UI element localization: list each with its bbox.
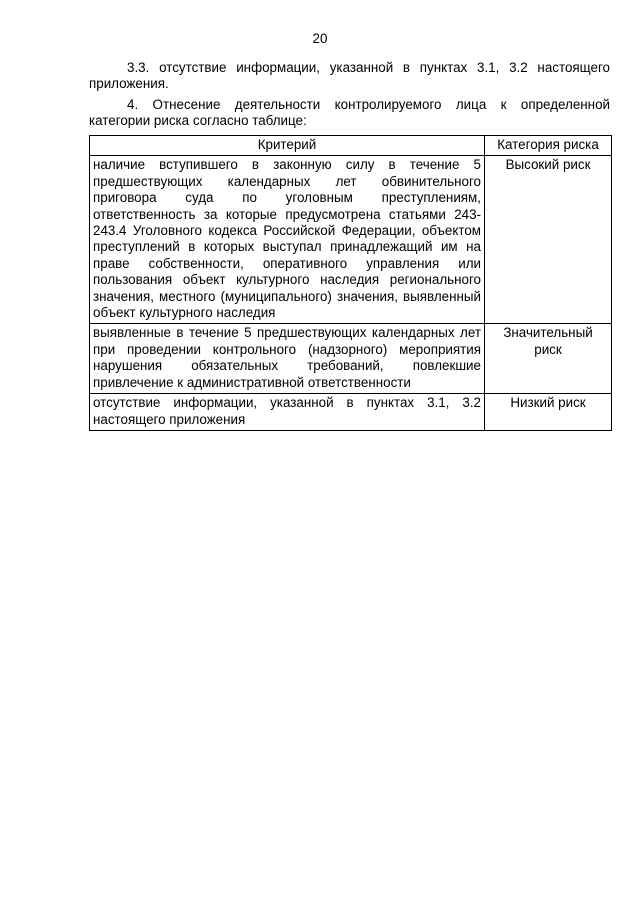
table-row xyxy=(90,324,612,394)
criterion-cell: наличие вступившего в законную силу в течение 5 предшествующих календарных лет обвинительного приговора суда по уголовным преступлениям, ответственность за которые предусмотрена статьями 243-243.4 Уголовного кодекса Российской Федерации, объектом преступлений в которых выступал принадлежащий им на праве собственности, оперативного управления или пользования объект культурного наследия регионального значения, местного (муниципального) значения, выявленный объект культурного наследия xyxy=(90,156,485,324)
table-row xyxy=(90,394,612,431)
table-header-row xyxy=(90,136,612,156)
page-number: 20 xyxy=(312,31,328,46)
risk-category-cell: Значительный риск xyxy=(485,324,612,394)
paragraph-4: 4. Отнесение деятельности контролируемого лица к определенной категории риска согласно таблице: xyxy=(89,97,610,129)
header-criterion: Критерий xyxy=(90,136,485,156)
risk-category-cell: Высокий риск xyxy=(485,156,612,324)
paragraph-3-3: 3.3. отсутствие информации, указанной в пунктах 3.1, 3.2 настоящего приложения. xyxy=(89,60,610,92)
risk-category-cell: Низкий риск xyxy=(485,394,612,431)
risk-category-table xyxy=(89,135,612,431)
table-row xyxy=(90,156,612,324)
header-risk-category: Категория риска xyxy=(485,136,612,156)
criterion-cell: отсутствие информации, указанной в пунктах 3.1, 3.2 настоящего приложения xyxy=(90,394,485,431)
criterion-cell: выявленные в течение 5 предшествующих календарных лет при проведении контрольного (надзорного) мероприятия нарушения обязательных требований, повлекшие привлечение к административной ответственности xyxy=(90,324,485,394)
